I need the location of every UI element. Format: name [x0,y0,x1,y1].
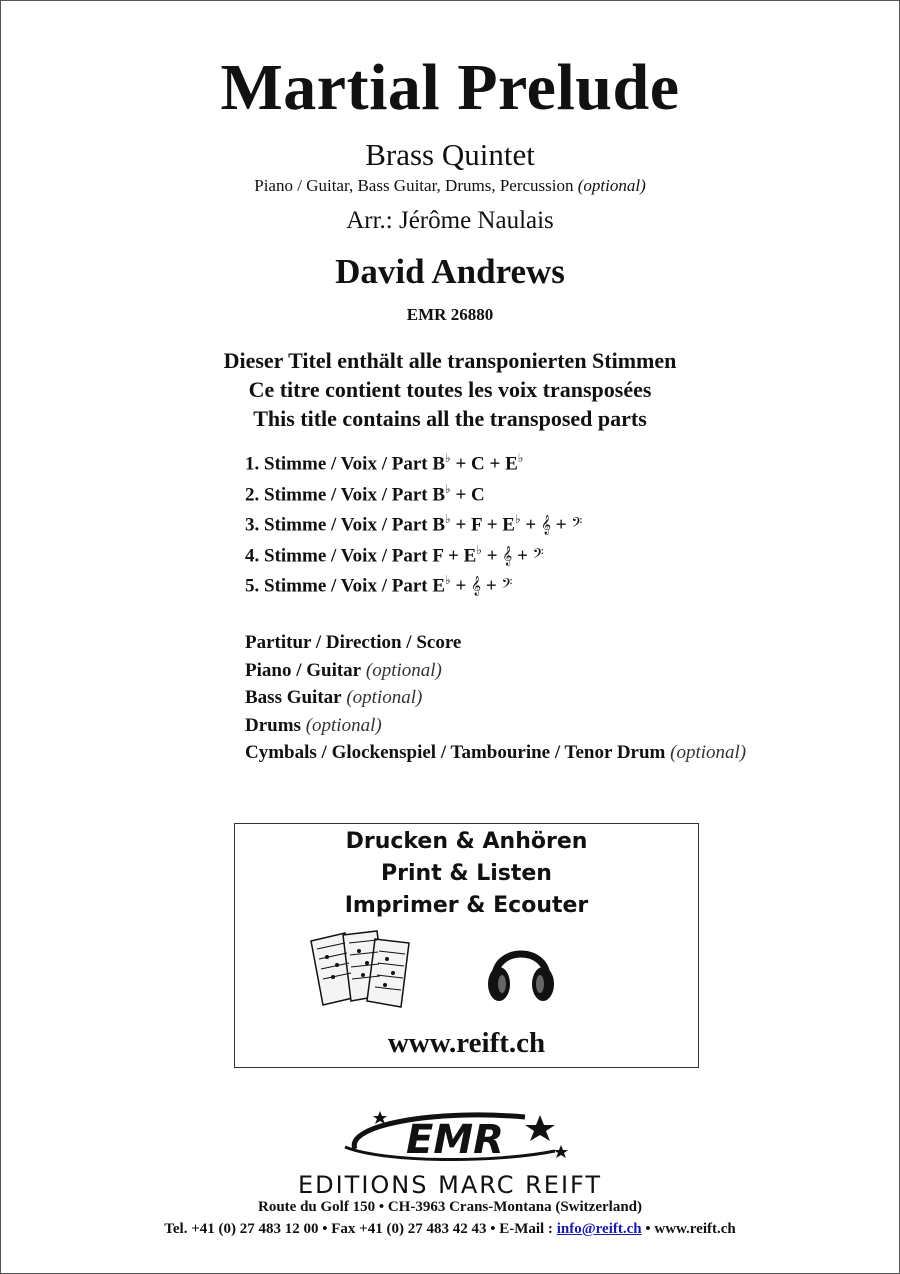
contact-suffix: • www.reift.ch [645,1221,736,1237]
composer: David Andrews [335,252,565,291]
part-key: F [471,514,482,536]
treble-clef-icon: 𝄞 [540,515,552,536]
part-row: 1. Stimme / Voix / Part B♭ + C + E♭ [245,451,524,475]
score-item-label: Partitur / Direction / Score [245,632,462,653]
part-key: E [432,575,446,597]
promo-line-english: Print & Listen [381,861,552,886]
part-label: 3. Stimme / Voix / Part [245,514,428,536]
promo-line-german: Drucken & Anhören [345,829,588,854]
headphones-icon [485,932,557,1012]
score-item [245,715,746,743]
instrument-text: Piano / Guitar, Bass Guitar, Drums, Percussion [254,176,574,195]
flat-icon: ♭ [445,573,451,587]
catalog-number: EMR 26880 [406,305,494,324]
part-key: C [471,483,485,505]
flat-icon: ♭ [517,451,524,465]
score-item-label: Cymbals / Glockenspiel / Tambourine / Tenor Drum [245,742,666,763]
part-key: C [471,453,485,475]
promo-line-french: Imprimer & Ecouter [344,893,589,918]
score-item-optional: (optional) [365,659,442,681]
part-key: E [505,453,518,475]
part-row: 2. Stimme / Voix / Part B♭ + C [245,481,485,505]
score-item [245,687,746,715]
part-label: 5. Stimme / Voix / Part [245,575,428,597]
note-french: Ce titre contient toutes les voix transposées [248,377,652,402]
instrument-list [0,176,900,196]
sheet-music-icon [305,929,425,1009]
score-item-label: Bass Guitar [245,687,342,708]
score-item-label: Piano / Guitar [245,659,362,681]
treble-clef-icon: 𝄞 [502,545,513,566]
bass-clef-icon: 𝄢 [571,515,583,536]
email-link[interactable]: info@reift.ch [556,1221,642,1237]
score-item-label: Drums [245,714,301,736]
score-item [245,632,746,660]
publisher-address: Route du Golf 150 • CH-3963 Crans-Montana (Switzerland) [258,1199,642,1215]
instrument-optional: (optional) [577,176,646,195]
part-key: F [432,544,444,566]
arranger: Arr.: Jérôme Naulais [346,207,554,234]
flat-icon: ♭ [445,451,451,465]
subtitle: Brass Quintet [365,137,535,172]
logo-text: EMR [406,1117,504,1163]
score-item-optional: (optional) [305,714,382,736]
part-label: 4. Stimme / Voix / Part [245,544,428,566]
page-title: Martial Prelude [220,51,680,124]
promo-box [234,823,699,1068]
bass-clef-icon: 𝄢 [532,545,544,566]
note-english: This title contains all the transposed parts [253,406,647,431]
contact-prefix: Tel. +41 (0) 27 483 12 00 • Fax +41 (0) 27 483 42 43 • E-Mail : [164,1221,553,1237]
part-key: B [432,514,446,536]
promo-url[interactable]: www.reift.ch [387,1027,546,1059]
part-row: 5. Stimme / Voix / Part E♭ + 𝄞 + 𝄢 [245,573,513,597]
part-key: E [463,544,477,566]
part-row: 4. Stimme / Voix / Part F + E♭ + 𝄞 + 𝄢 [245,542,544,566]
flat-icon: ♭ [514,512,521,526]
flat-icon: ♭ [445,512,451,526]
part-key: B [432,453,446,475]
score-list [245,632,746,770]
score-item [245,742,746,770]
part-label: 2. Stimme / Voix / Part [245,483,428,505]
part-label: 1. Stimme / Voix / Part [245,453,428,475]
publisher-contact [0,1221,900,1238]
score-item-optional: (optional) [670,742,747,763]
part-key: E [502,514,515,536]
emr-logo [325,1107,585,1167]
part-row: 3. Stimme / Voix / Part B♭ + F + E♭ + 𝄞 + 𝄢 [245,512,583,536]
flat-icon: ♭ [476,542,482,557]
score-item-optional: (optional) [346,687,423,708]
bass-clef-icon: 𝄢 [501,576,513,597]
publisher-name: EDITIONS MARC REIFT [297,1171,603,1199]
parts-list [245,451,582,604]
treble-clef-icon: 𝄞 [471,576,482,597]
part-key: B [432,483,446,505]
flat-icon: ♭ [445,481,451,496]
score-item [245,660,746,688]
note-german: Dieser Titel enthält alle transponierten Stimmen [223,348,677,373]
